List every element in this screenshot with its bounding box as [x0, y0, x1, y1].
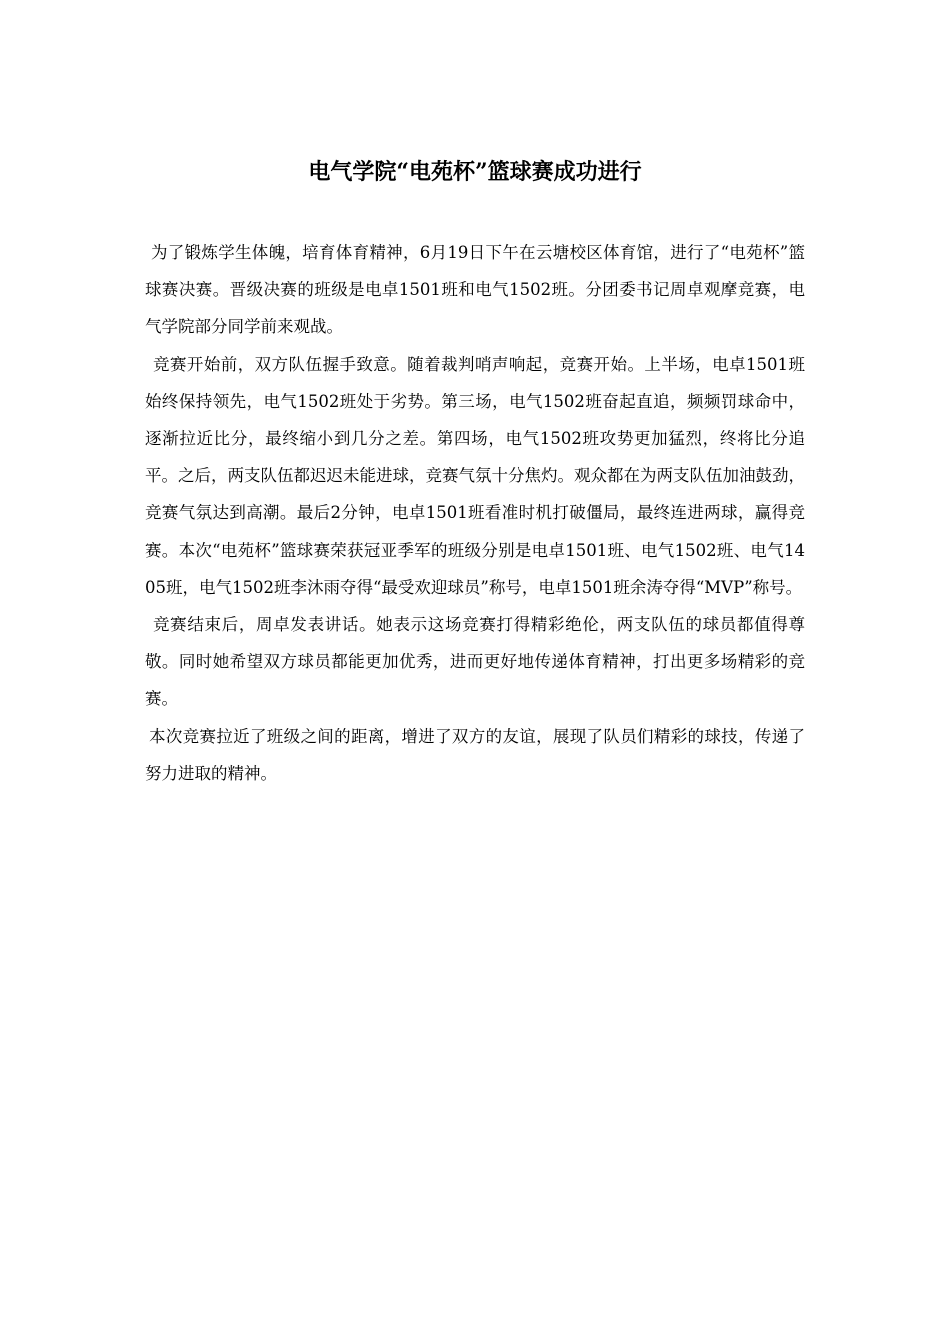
- paragraph-conclusion: 本次竞赛拉近了班级之间的距离，增进了双方的友谊，展现了队员们精彩的球技，传递了努力进取的精神。: [145, 726, 805, 783]
- article-body: [145, 234, 805, 792]
- paragraph-match-report: 竞赛开始前，双方队伍握手致意。随着裁判哨声响起，竞赛开始。上半场，电卓1501班始终保持领先，电气1502班处于劣势。第三场，电气1502班奋起直追，频频罚球命中，逐渐拉近比分，最终缩小到几分之差。第四场，电气1502班攻势更加猛烈，终将比分追平。之后，两支队伍都迟迟未能进球，竞赛气氛十分焦灼。观众都在为两支队伍加油鼓劲，竞赛气氛达到高潮。最后2分钟，电卓1501班看准时机打破僵局，最终连进两球，赢得竞赛。本次“电苑杯”篮球赛荣获冠亚季军的班级分别是电卓1501班、电气1502班、电气1405班，电气1502班李沐雨夺得“最受欢迎球员”称号，电卓1501班余涛夺得“MVP”称号。: [145, 354, 805, 597]
- article-title: 电气学院“电苑杯”篮球赛成功进行: [308, 159, 642, 185]
- paragraph-speech: 竞赛结束后，周卓发表讲话。她表示这场竞赛打得精彩绝伦，两支队伍的球员都值得尊敬。同时她希望双方球员都能更加优秀，进而更好地传递体育精神，打出更多场精彩的竞赛。: [145, 615, 805, 709]
- paragraph-intro: 为了锻炼学生体魄，培育体育精神，6月19日下午在云塘校区体育馆，进行了“电苑杯”篮球赛决赛。晋级决赛的班级是电卓1501班和电气1502班。分团委书记周卓观摩竞赛，电气学院部分同学前来观战。: [145, 243, 805, 337]
